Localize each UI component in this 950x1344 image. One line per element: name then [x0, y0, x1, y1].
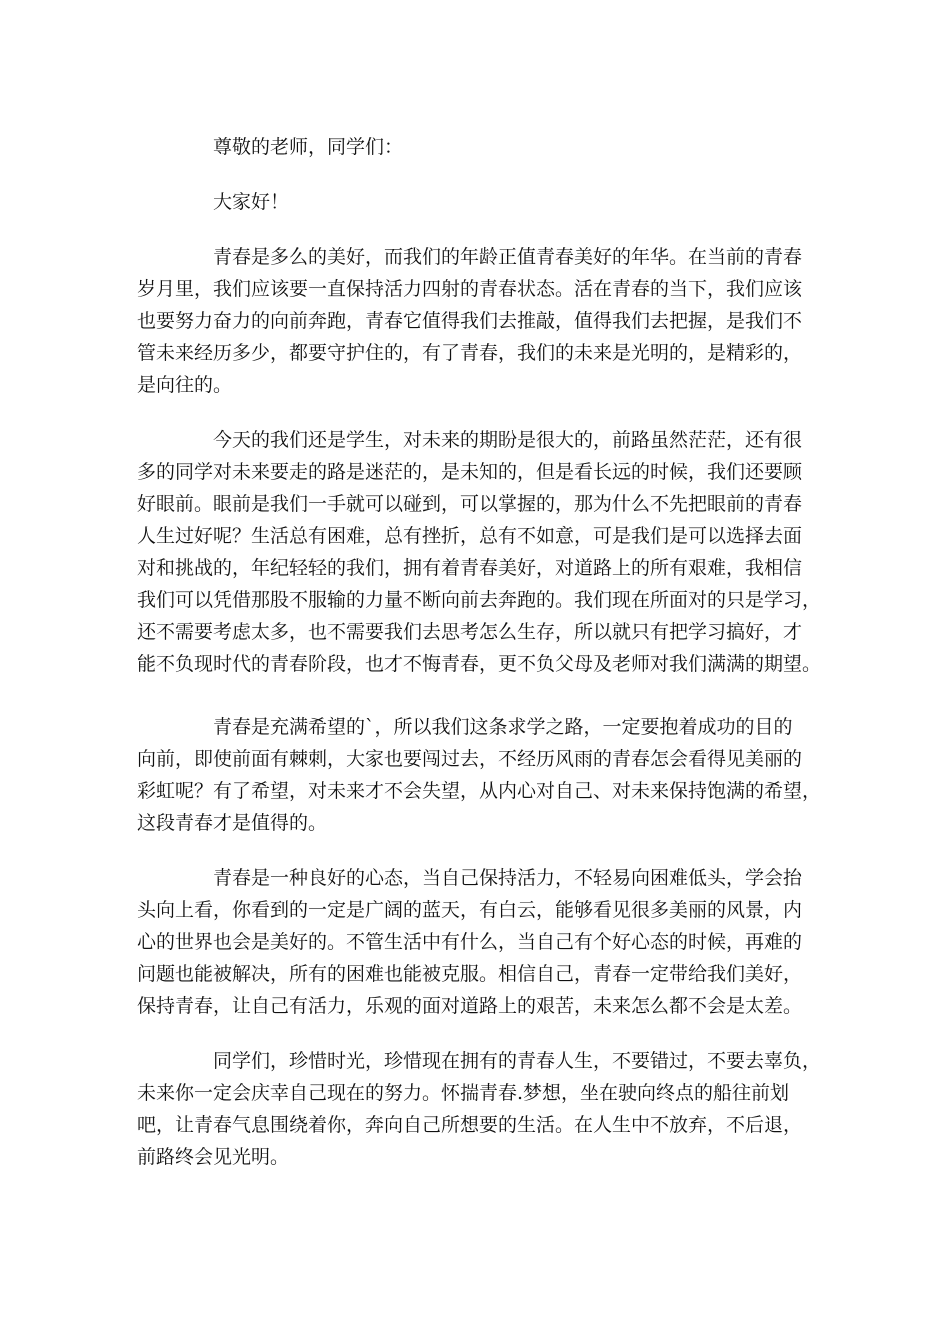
- paragraph-line: 保持青春，让自己有活力，乐观的面对道路上的艰苦，未来怎么都不会是太差。: [137, 995, 803, 1017]
- greeting: [137, 186, 827, 218]
- paragraph-5: [137, 1045, 827, 1173]
- greeting-line: 大家好！: [213, 191, 290, 213]
- paragraph-3: [137, 711, 827, 839]
- salutation-line: 尊敬的老师，同学们：: [213, 136, 404, 158]
- paragraph-line: 心的世界也会是美好的。不管生活中有什么，当自己有个好心态的时候，再难的: [137, 931, 803, 953]
- paragraph-line: 还不需要考虑太多，也不需要我们去思考怎么生存，所以就只有把学习搞好，才: [137, 621, 803, 643]
- paragraph-line: 吧，让青春气息围绕着你，奔向自己所想要的生活。在人生中不放弃，不后退，: [137, 1114, 803, 1136]
- paragraph-line: 青春是多么的美好，而我们的年龄正值青春美好的年华。在当前的青春: [213, 246, 803, 268]
- paragraph-4: [137, 862, 827, 1022]
- paragraph-line: 多的同学对未来要走的路是迷茫的，是未知的，但是看长远的时候，我们还要顾: [137, 461, 803, 483]
- paragraph-line: 这段青春才是值得的。: [137, 812, 328, 834]
- paragraph-line: 同学们，珍惜时光，珍惜现在拥有的青春人生，不要错过，不要去辜负，: [213, 1050, 822, 1072]
- paragraph-line: 岁月里，我们应该要一直保持活力四射的青春状态。活在青春的当下，我们应该: [137, 278, 803, 300]
- salutation: [137, 131, 827, 163]
- paragraph-line: 未来你一定会庆幸自己现在的努力。怀揣青春.梦想，坐在驶向终点的船往前划: [137, 1082, 790, 1104]
- paragraph-line: 管未来经历多少，都要守护住的，有了青春，我们的未来是光明的，是精彩的，: [137, 342, 803, 364]
- paragraph-line: 对和挑战的，年纪轻轻的我们，拥有着青春美好，对道路上的所有艰难，我相信: [137, 557, 803, 579]
- paragraph-line: 是向往的。: [137, 374, 233, 396]
- paragraph-line: 能不负现时代的青春阶段，也才不悔青春，更不负父母及老师对我们满满的期望。: [137, 653, 822, 675]
- paragraph-line: 向前，即使前面有棘刺，大家也要闯过去，不经历风雨的青春怎会看得见美丽的: [137, 748, 803, 770]
- paragraph-line: 头向上看，你看到的一定是广阔的蓝天，有白云，能够看见很多美丽的风景，内: [137, 899, 803, 921]
- paragraph-line: 人生过好呢？生活总有困难，总有挫折，总有不如意，可是我们是可以选择去面: [137, 525, 803, 547]
- paragraph-line: 青春是一种良好的心态，当自己保持活力，不轻易向困难低头，学会抬: [213, 867, 803, 889]
- paragraph-line: 问题也能被解决，所有的困难也能被克服。相信自己，青春一定带给我们美好，: [137, 963, 803, 985]
- paragraph-2: [137, 424, 827, 680]
- paragraph-line: 我们可以凭借那股不服输的力量不断向前去奔跑的。我们现在所面对的只是学习，: [137, 589, 822, 611]
- paragraph-line: 前路终会见光明。: [137, 1146, 290, 1168]
- paragraph-line: 好眼前。眼前是我们一手就可以碰到，可以掌握的，那为什么不先把眼前的青春: [137, 493, 803, 515]
- paragraph-line: 今天的我们还是学生，对未来的期盼是很大的，前路虽然茫茫，还有很: [213, 429, 803, 451]
- paragraph-line: 青春是充满希望的`，所以我们这条求学之路，一定要抱着成功的目的: [213, 716, 793, 738]
- paragraph-1: [137, 241, 827, 401]
- paragraph-line: 也要努力奋力的向前奔跑，青春它值得我们去推敲，值得我们去把握，是我们不: [137, 310, 803, 332]
- paragraph-line: 彩虹呢？有了希望，对未来才不会失望，从内心对自己、对未来保持饱满的希望，: [137, 780, 822, 802]
